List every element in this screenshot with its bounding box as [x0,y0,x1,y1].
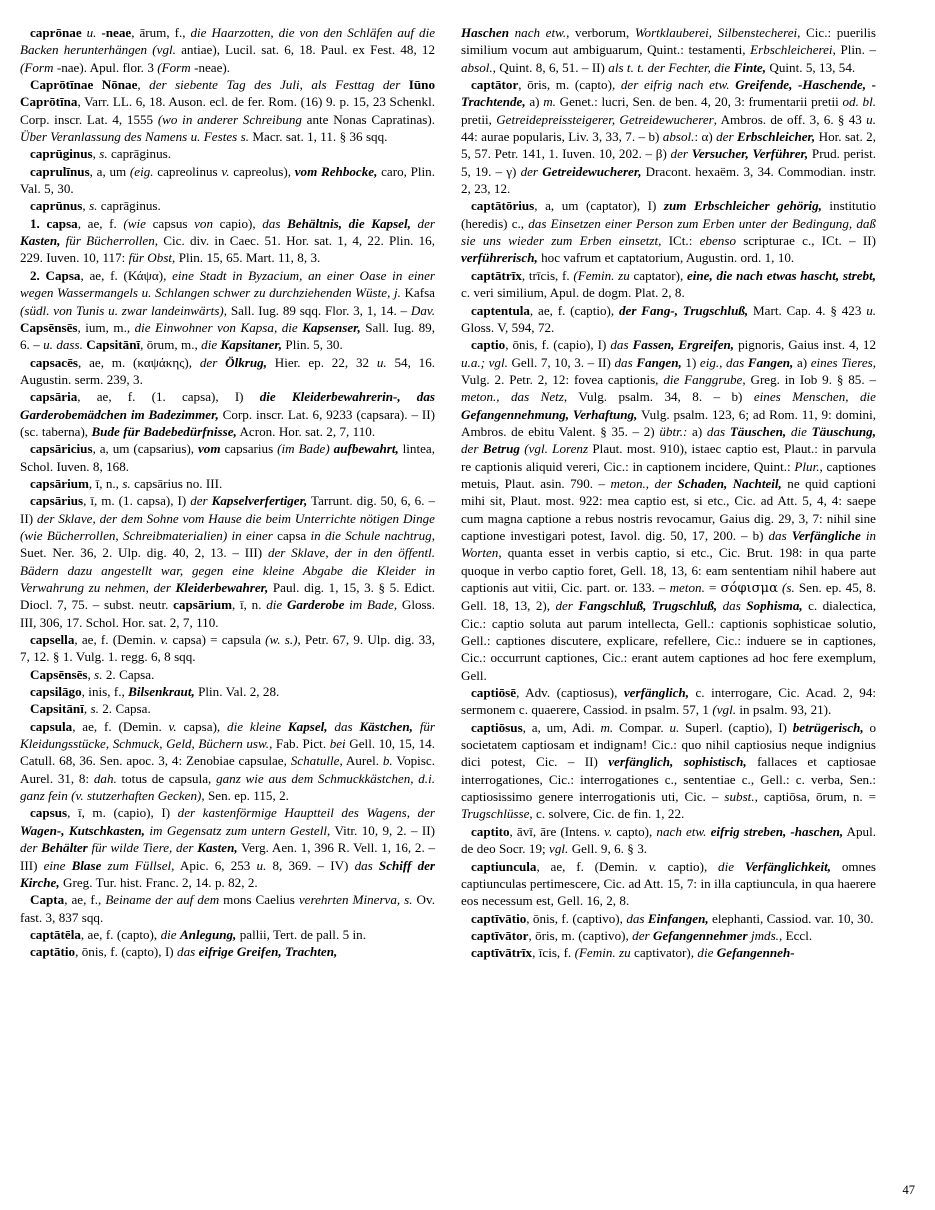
two-column-layout [20,24,915,962]
dictionary-entry: caprulīnus, a, um (eig. capreolinus v. capreolus), vom Rehbocke, caro, Plin. Val. 5, 30. [20,163,435,197]
dictionary-entry: captātio, ōnis, f. (capto), I) das eifrige Greifen, Trachten, [30,944,338,960]
dictionary-entry: caprūginus, s. caprāginus. [30,146,171,162]
dictionary-entry: captiōsus, a, um, Adi. m. Compar. u. Superl. (captio), I) betrügerisch, o societatem captiosam et indignam! Cic.: quo nihil captiosius neque indignius dici potest, Cic. – II) verfänglich, sophistisch, fallaces et captiosae interrogationes, Cic.: interrogationes c., sententiae c., Gell.: c. verba, Sen.: captiosissimo genere interrogationis uti, Cic. – subst., captiōsa, ōrum, n. = Trugschlüsse, c. solvere, Cic. de fin. 1, 22. [461,719,877,822]
left-text-column [20,24,435,961]
dictionary-entry: capsārius, ī, m. (1. capsa), I) der Kapselverfertiger, Tarrunt. dig. 50, 6, 6. – II) der Sklave, der dem Sohne vom Hause die beim Unterrichte nötigen Dinge (wie Bücherrollen, Schreibmaterialien) in einer capsa in die Schule nachtrug, Suet. Ner. 36, 2. Ulp. dig. 40, 2, 13. – III) der Sklave, der in den öffentl. Bädern dazu angestellt war, gegen eine kleine Abgabe die Kleider in Verwahrung zu nehmen, der Kleiderbewahrer, Paul. dig. 1, 15, 3. § 5. Edict. Diocl. 7, 75. – subst. neutr. capsārium, ī, n. die Garderobe im Bade, Gloss. III, 306, 17. Schol. Hor. sat. 2, 7, 110. [20,493,436,630]
dictionary-entry: Caprōtīnae Nōnae, der siebente Tag des Juli, als Festtag der Iūno Caprōtīna, Varr. LL. 6, 18. Auson. ecl. de fer. Rom. (16) 9. p. 15, 23 Schenkl. Corp. inscr. Lat. 4, 1555 (wo in anderer Schreibung ante Nonas Capratinas). Über Veranlassung des Namens u. Festes s. Macr. sat. 1, 11. § 36 sqq. [20,77,436,145]
right-text-column [461,24,876,962]
dictionary-entry: capsāricius, a, um (capsarius), vom capsarius (im Bade) aufbewahrt, lintea, Schol. Iuven. 8, 168. [20,441,436,474]
dictionary-entry: captīvātio, ōnis, f. (captivo), das Einfangen, elephanti, Cassiod. var. 10, 30. [471,910,874,926]
dictionary-entry: capsella, ae, f. (Demin. v. capsa) = capsula (w. s.), Petr. 67, 9. Ulp. dig. 33, 7, 12. § 1. Vulg. 1. regg. 6, 8 sqq. [20,632,435,665]
dictionary-entry: captātor, ōris, m. (capto), der eifrig nach etw. Greifende, -Haschende, -Trachtende, a) m. Genet.: lucri, Sen. de ben. 4, 20, 3: frumentarii pretii od. bl. pretii, Getreidepreissteigerer, Getreidewucherer, Ambros. de off. 3, 6. § 43 u. 44: aurae popularis, Liv. 3, 33, 7. – b) absol.: α) der Erbschleicher, Hor. sat. 2, 5, 57. Petr. 141, 1. Iuven. 10, 202. – β) der Versucher, Verführer, Prud. perist. 5, 19. – γ) der Getreidewucherer, Dracont. hexaëm. 3, 34. Commodian. instr. 2, 23, 12. [461,77,877,197]
dictionary-entry: captentula, ae, f. (captio), der Fang-, Trugschluß, Mart. Cap. 4. § 423 u. Gloss. V, 594, 72. [461,302,877,335]
dictionary-entry: Capsēnsēs, s. 2. Capsa. [30,666,155,682]
dictionary-entry: capsacēs, ae, m. (καψάκης), der Ölkrug, Hier. ep. 22, 32 u. 54, 16. Augustin. serm. 239, 3. [20,354,436,387]
dictionary-entry: captiōsē, Adv. (captiosus), verfänglich, c. interrogare, Cic. Acad. 2, 94: sermonem c. quaerere, Cassiod. in psalm. 57, 1 (vgl. in psalm. 93, 21). [461,685,877,718]
dictionary-entry: caprūnus, s. caprāginus. [30,198,161,214]
dictionary-entry: capsārium, ī, n., s. capsārius no. III. [30,475,223,491]
dictionary-entry: captīvātor, ōris, m. (captivo), der Gefangennehmer jmds., Eccl. [471,927,813,943]
dictionary-entry: 1. capsa, ae, f. (wie capsus von capio), das Behältnis, die Kapsel, der Kasten, für Bücherrollen, Cic. div. in Caec. 51. Hor. sat. 1, 4, 22. Plin. 16, 229. Iuven. 10, 117: für Obst, Plin. 15, 65. Mart. 11, 8, 3. [20,215,435,266]
dictionary-entry: captātōrius, a, um (captator), I) zum Erbschleicher gehörig, institutio (heredis) c., das Einsetzen einer Person zum Erben unter der Bedingung, daß sie uns wieder zum Erben einsetzt, ICt.: ebenso scripturae c., ICt. – II) verführerisch, hoc vafrum et captatorium, Augustin. ord. 1, 10. [461,198,876,266]
dictionary-entry: capsus, ī, m. (capio), I) der kastenförmige Hauptteil des Wagens, der Wagen-, Kutschkasten, im Gegensatz zum untern Gestell, Vitr. 10, 9, 2. – II) der Behälter für wilde Tiere, der Kasten, Verg. Aen. 1, 396 R. Vell. 1, 16, 2. – III) eine Blase zum Füllsel, Apic. 6, 253 u. 8, 369. – IV) das Schiff der Kirche, Greg. Tur. hist. Franc. 2, 14. p. 82, 2. [20,805,436,890]
dictionary-entry: Capta, ae, f., Beiname der auf dem mons Caelius verehrten Minerva, s. Ov. fast. 3, 837 sqq. [20,892,435,925]
dictionary-entry: captito, āvī, āre (Intens. v. capto), nach etw. eifrig streben, -haschen, Apul. de deo Socr. 19; vgl. Gell. 9, 6. § 3. [461,823,877,857]
dictionary-entry: captīvātrīx, īcis, f. (Femin. zu captivator), die Gefangenneh- [471,945,795,961]
dictionary-entry: Haschen nach etw., verborum, Wortklauberei, Silbenstecherei, Cic.: puerilis similium vocum aut ambiguarum, Quint.: testamenti, Erbschleicherei, Plin. – absol., Quint. 8, 6, 51. – II) als t. t. der Fechter, die Finte, Quint. 5, 13, 54. [461,25,877,75]
dictionary-entry: capsāria, ae, f. (1. capsa), I) die Kleiderbewahrerin-, das Garderobemädchen im Badezimmer, Corp. inscr. Lat. 6, 9233 (capsara). – II) (sc. taberna), Bude für Badebedürfnisse, Acron. Hor. sat. 2, 7, 110. [20,389,435,439]
dictionary-entry: capsula, ae, f. (Demin. v. capsa), die kleine Kapsel, das Kästchen, für Kleidungsstücke, Schmuck, Geld, Büchern usw., Fab. Pict. bei Gell. 10, 15, 14. Catull. 68, 36. Sen. apoc. 3, 4: Zenobiae capsulae, Schatulle, Aurel. b. Vopisc. Aurel. 31, 8: dah. totus de capsula, ganz wie aus dem Schmuckkästchen, d.i. ganz fein (v. stutzerhaften Gecken), Sen. ep. 115, 2. [20,718,436,804]
dictionary-entry: captio, ōnis, f. (capio), I) das Fassen, Ergreifen, pignoris, Gaius inst. 4, 12 u.a.; vgl. Gell. 7, 10, 3. – II) das Fangen, 1) eig., das Fangen, a) eines Tieres, Vulg. 2. Petr. 2, 12: fovea captionis, die Fanggrube, Greg. in Iob 9. § 85. – meton., das Netz, Vulg. psalm. 34, 8. – b) eines Menschen, die Gefangennehmung, Verhaftung, Vulg. psalm. 123, 6; ad Rom. 11, 9: domini, Ambros. de ebitu Valent. § 35. – 2) übtr.: a) das Täuschen, die Täuschung, der Betrug (vgl. Lorenz Plaut. most. 910), istaec captio est, Plaut.: in parvula re captionis aliquid vereri, Cic.: in captionem incidere, Quint.: Plur., captiones metuis, Plaut. asin. 790. – meton., der Schaden, Nachteil, ne quid captioni mihi sit, Plaut. most. 922: mea captio est, si etc., Cic. ad Att. 5, 4, 4: saepe cum magna captione a rebus nostris revocamur, Gaius dig. 29, 3, 7: nihil sine captione investigari potest, Iavol. dig. 50, 17, 200. – b) das Verfängliche in Worten, quanta esset in verbis captio, si etc., Cic. Brut. 198: in qua parte quoque in verbo captio foret, Gell. 18, 13, 6: eam sententiam nihil habere aut captionis aut vitii, Cic. part. or. 133. – meton. = σόφισμα (s. Sen. ep. 45, 8. Gell. 18, 13, 2), der Fangschluß, Trugschluß, das Sophisma, c. dialectica, Cic.: captio soluta aut parum intellecta, Gell.: captionis sophisticae solutio, Gell.: captiones discutere, explicare, refellere, Cic.: induere se in captiones, Cic.: occurrunt captiones, Cic.: erant autem captiones ad hoc fere exemplum, Gell. [461,337,877,683]
dictionary-entry: 2. Capsa, ae, f. (Κάψα), eine Stadt in Byzacium, an einer Oase in einer wegen Wassermangels u. Schlangen schwer zu durchziehenden Wüste, j. Kafsa (südl. von Tunis u. zwar landeinwärts), Sall. Iug. 89 sqq. Flor. 3, 1, 14. – Dav. Capsēnsēs, ium, m., die Einwohner von Kapsa, die Kapsenser, Sall. Iug. 89, 6. – u. dass. Capsitānī, ōrum, m., die Kapsitaner, Plin. 5, 30. [20,267,436,353]
dictionary-entry: captiuncula, ae, f. (Demin. v. captio), die Verfänglichkeit, omnes captiunculas pertimescere, Cic. ad Att. 15, 7: in illa captiuncula, in qua haerere eos necessum est, Gell. 16, 2, 8. [461,858,877,909]
dictionary-entry: caprōnae u. -neae, ārum, f., die Haarzotten, die von den Schläfen auf die Backen herunterhängen (vgl. antiae), Lucil. sat. 6, 18. Paul. ex Fest. 48, 12 (Form -nae). Apul. flor. 3 (Form -neae). [20,25,436,75]
page-number: 47 [902,1183,915,1197]
dictionary-entry: capsilāgo, inis, f., Bilsenkraut, Plin. Val. 2, 28. [30,684,280,700]
dictionary-entry: Capsitānī, s. 2. Capsa. [30,701,151,717]
dictionary-entry: captātēla, ae, f. (capto), die Anlegung, pallii, Tert. de pall. 5 in. [30,926,366,942]
dictionary-entry: captātrīx, trīcis, f. (Femin. zu captator), eine, die nach etwas hascht, strebt, c. veri similium, Apul. de dogm. Plat. 2, 8. [461,267,876,301]
